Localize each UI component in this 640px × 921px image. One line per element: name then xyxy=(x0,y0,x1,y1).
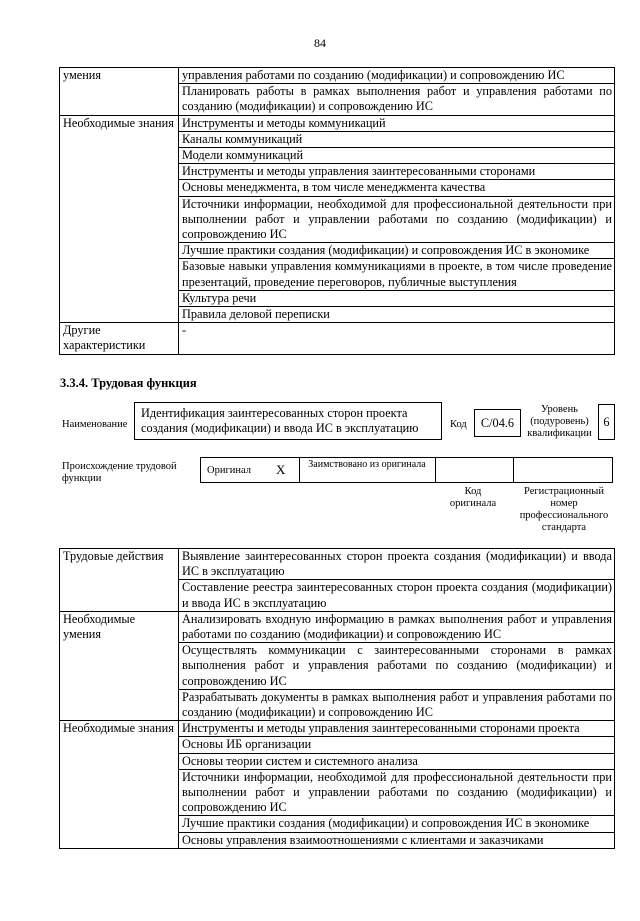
original-label: Оригинал xyxy=(207,465,251,476)
divider xyxy=(299,457,300,483)
function-code-box xyxy=(474,409,521,437)
list-item: Базовые навыки управления коммуникациями в проекте, в том числе проведение презентаций, проведение переговоров, публичные выступления xyxy=(179,259,615,290)
list-item: Инструменты и методы коммуникаций xyxy=(179,115,615,131)
list-item: Лучшие практики создания (модификации) и сопровождения ИС в экономике xyxy=(179,816,615,832)
row-label: Необходимые умения xyxy=(60,611,179,720)
list-item: Инструменты и методы управления заинтересованными сторонами xyxy=(179,164,615,180)
table-row xyxy=(60,611,615,642)
list-item: Разрабатывать документы в рамках выполнения работ и управления работами по созданию (модификации) и сопровождению ИС xyxy=(179,689,615,720)
list-item: Основы ИБ организации xyxy=(179,737,615,753)
list-item: Каналы коммуникаций xyxy=(179,131,615,147)
table-row xyxy=(60,721,615,737)
table-row xyxy=(60,68,615,84)
list-item: Анализировать входную информацию в рамках выполнения работ и управления работами по созданию (модификации) и сопровождению ИС xyxy=(179,611,615,642)
list-item: Правила деловой переписки xyxy=(179,307,615,323)
code-original-label: Код оригинала xyxy=(449,486,497,509)
level-value-box xyxy=(598,404,615,440)
table-row xyxy=(60,323,615,354)
reg-number-label: Регистрационный номер профессионального стандарта xyxy=(519,486,609,533)
list-item: Источники информации, необходимой для профессиональной деятельности при выполнении работ и управлении работами по созданию (модификации) и сопровождению ИС xyxy=(179,196,615,243)
row-label: Другие характеристики xyxy=(60,323,179,354)
origin-label: Происхождение трудовой функции xyxy=(62,461,177,484)
table-row xyxy=(60,549,615,580)
row-label: Необходимые знания xyxy=(60,721,179,849)
origin-table xyxy=(200,457,613,483)
borrowed-label: Заимствовано из оригинала xyxy=(308,459,426,470)
function-name-value: Идентификация заинтересованных сторон проекта создания (модификации) и ввода ИС в эксплуатацию xyxy=(141,406,419,435)
list-item: Источники информации, необходимой для профессиональной деятельности при выполнении работ и управлении работами по созданию (модификации) и сопровождению ИС xyxy=(179,769,615,816)
page-number: 84 xyxy=(314,36,326,50)
list-item: Составление реестра заинтересованных сторон проекта создания (модификации) и ввода ИС в эксплуатацию xyxy=(179,580,615,611)
list-item: Осуществлять коммуникации с заинтересованными сторонами в рамках выполнения работ и управления работами по созданию (модификации) и сопровождению ИС xyxy=(179,643,615,690)
list-item: Планировать работы в рамках выполнения работ и управления работами по созданию (модификации) и сопровождению ИС xyxy=(179,84,615,115)
list-item: - xyxy=(179,323,615,354)
list-item: Основы менеджмента, в том числе менеджмента качества xyxy=(179,180,615,196)
table-row xyxy=(60,115,615,131)
divider xyxy=(435,457,436,483)
list-item: Модели коммуникаций xyxy=(179,148,615,164)
code-label: Код xyxy=(450,419,467,430)
function-code-value: С/04.6 xyxy=(480,416,515,430)
level-label: Уровень (подуровень) квалификации xyxy=(527,404,592,439)
list-item: Основы управления взаимоотношениями с клиентами и заказчиками xyxy=(179,832,615,848)
list-item: Выявление заинтересованных сторон проекта создания (модификации) и ввода ИС в эксплуатацию xyxy=(179,549,615,580)
level-value: 6 xyxy=(603,415,610,429)
function-name-box xyxy=(134,402,442,440)
row-label: умения xyxy=(60,68,179,116)
list-item: Лучшие практики создания (модификации) и сопровождения ИС в экономике xyxy=(179,243,615,259)
list-item: управления работами по созданию (модификации) и сопровождению ИС xyxy=(179,68,615,84)
name-label: Наименование xyxy=(62,419,128,430)
list-item: Основы теории систем и системного анализа xyxy=(179,753,615,769)
row-label: Трудовые действия xyxy=(60,549,179,612)
section-title: 3.3.4. Трудовая функция xyxy=(60,376,197,390)
divider xyxy=(513,457,514,483)
row-label: Необходимые знания xyxy=(60,115,179,323)
requirements-table-continued xyxy=(59,67,615,355)
labor-function-table xyxy=(59,548,615,849)
list-item: Культура речи xyxy=(179,290,615,306)
original-mark: X xyxy=(276,462,286,477)
list-item: Инструменты и методы управления заинтересованными сторонами проекта xyxy=(179,721,615,737)
